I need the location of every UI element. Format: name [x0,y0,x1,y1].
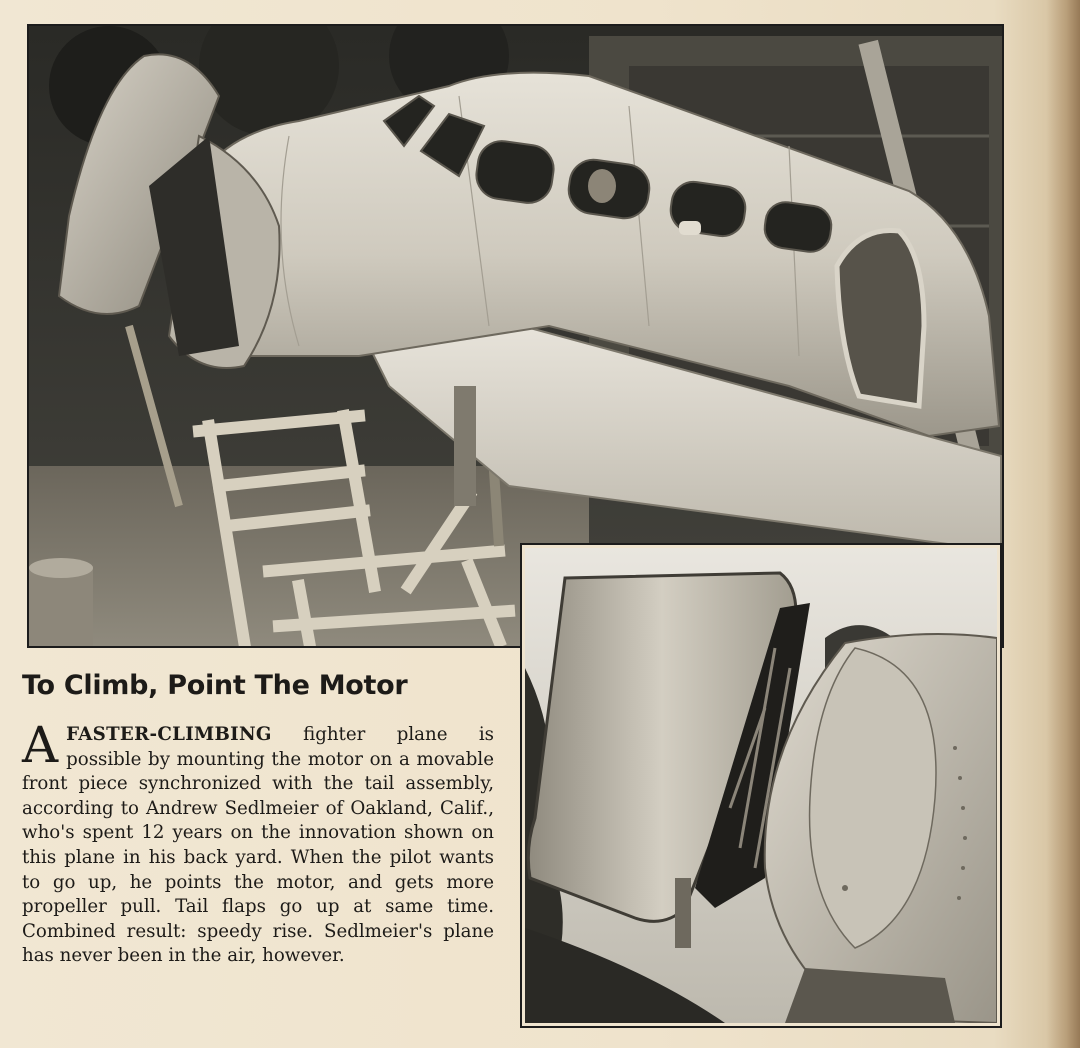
drop-cap: A [22,716,59,774]
article-body [22,716,494,969]
article-headline: To Climb, Point The Motor [22,670,408,701]
motor-closeup-illustration [525,548,997,1023]
article-body-text: fighter plane is possible by mounting the motor on a movable front piece synchronized with the tail assembly, according to Andrew Sedlmeier of Oakland, Calif., who's spent 12 years on the innovation shown on this plane in his back yard. When the pilot wants to go up, he points the motor, and gets more propeller pull. Tail flaps go up at same time. Combined result: speedy rise. Sedlmeier's plane has never been in the air, however. [22,724,494,967]
photo-motor-closeup [522,545,1000,1026]
page-spine-shadow [1046,0,1080,1048]
article-lead-in: FASTER-CLIMBING [66,724,272,745]
article [22,670,500,969]
